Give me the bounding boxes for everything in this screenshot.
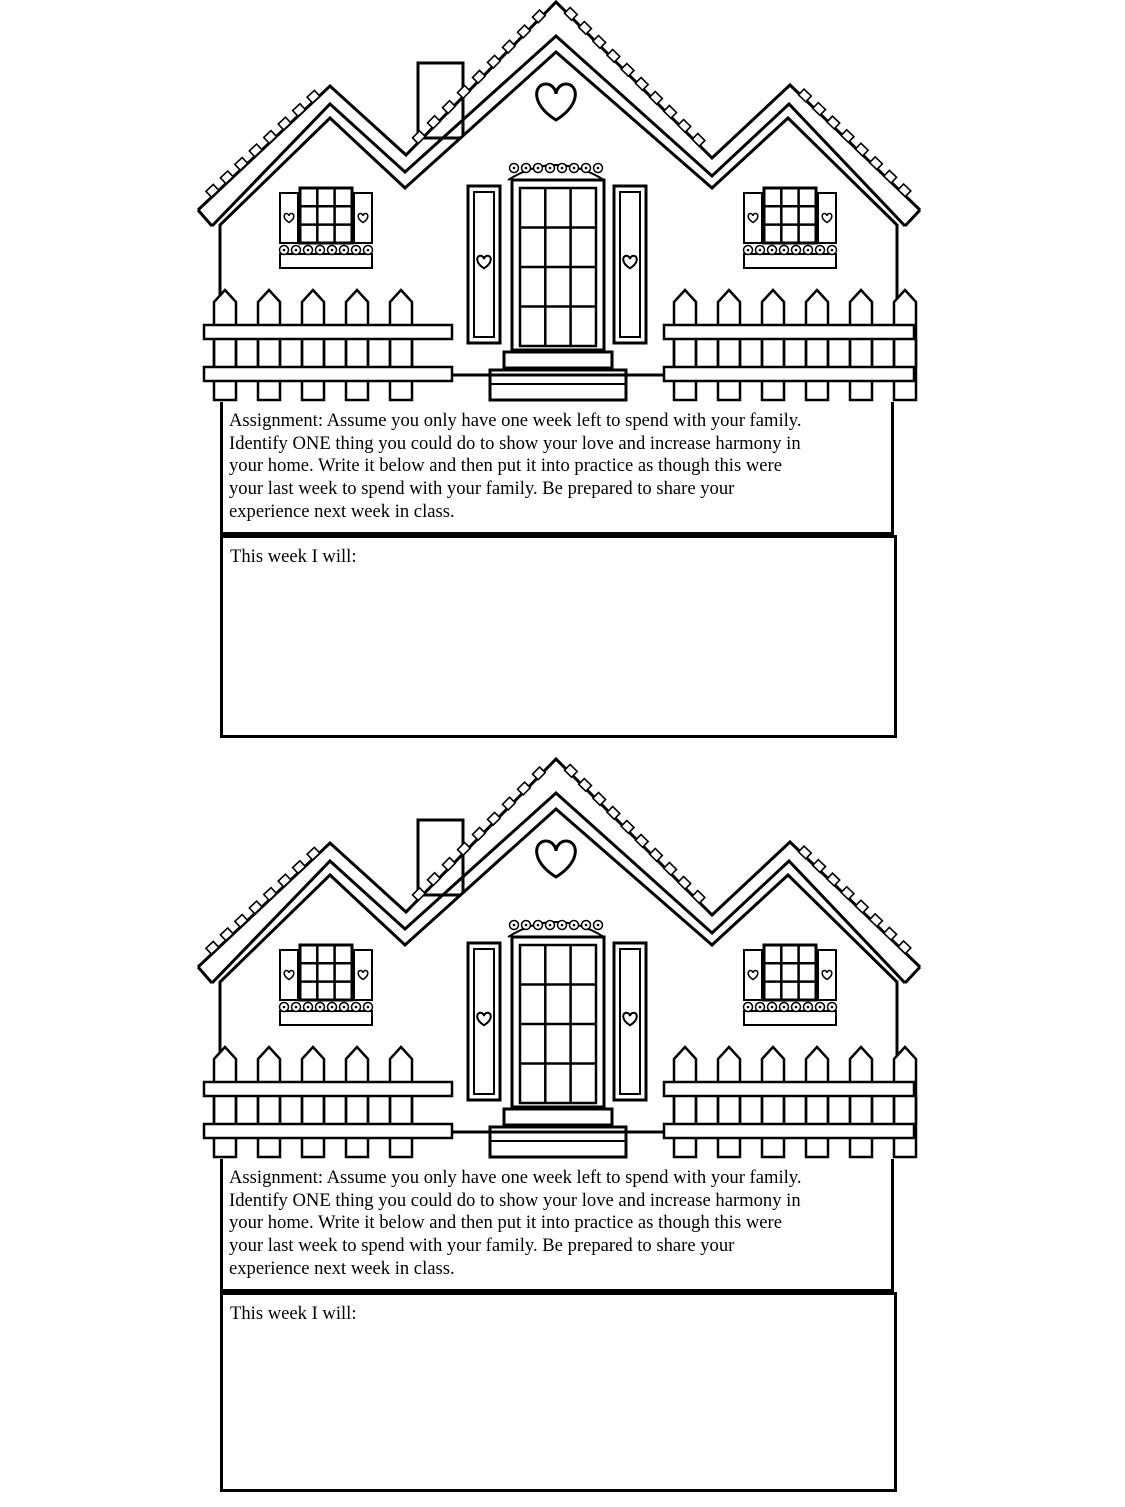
response-writing-area[interactable] — [220, 535, 897, 738]
assignment-line: Assignment: Assume you only have one week left to spend with your family. — [229, 1167, 802, 1188]
response-prompt: This week I will: — [230, 1303, 357, 1324]
worksheet-card-2 — [0, 757, 1125, 1507]
assignment-text-box — [220, 1159, 894, 1292]
worksheet-card-1 — [0, 0, 1125, 750]
assignment-line: your home. Write it below and then put it into practice as though this were — [229, 455, 782, 477]
assignment-line: experience next week in class. — [229, 1257, 455, 1279]
response-writing-area[interactable] — [220, 1292, 897, 1492]
assignment-line: Identify ONE thing you could do to show your love and increase harmony in — [229, 432, 801, 454]
assignment-line: your last week to spend with your family. Be prepared to share your — [229, 478, 735, 500]
assignment-line: Identify ONE thing you could do to show your love and increase harmony in — [229, 1189, 801, 1211]
assignment-line: Assignment: Assume you only have one week left to spend with your family. — [229, 410, 802, 431]
assignment-line: your last week to spend with your family. Be prepared to share your — [229, 1235, 735, 1257]
assignment-line: experience next week in class. — [229, 500, 455, 522]
response-prompt: This week I will: — [230, 546, 357, 567]
assignment-line: your home. Write it below and then put it into practice as though this were — [229, 1212, 782, 1234]
assignment-text-box — [220, 402, 894, 535]
